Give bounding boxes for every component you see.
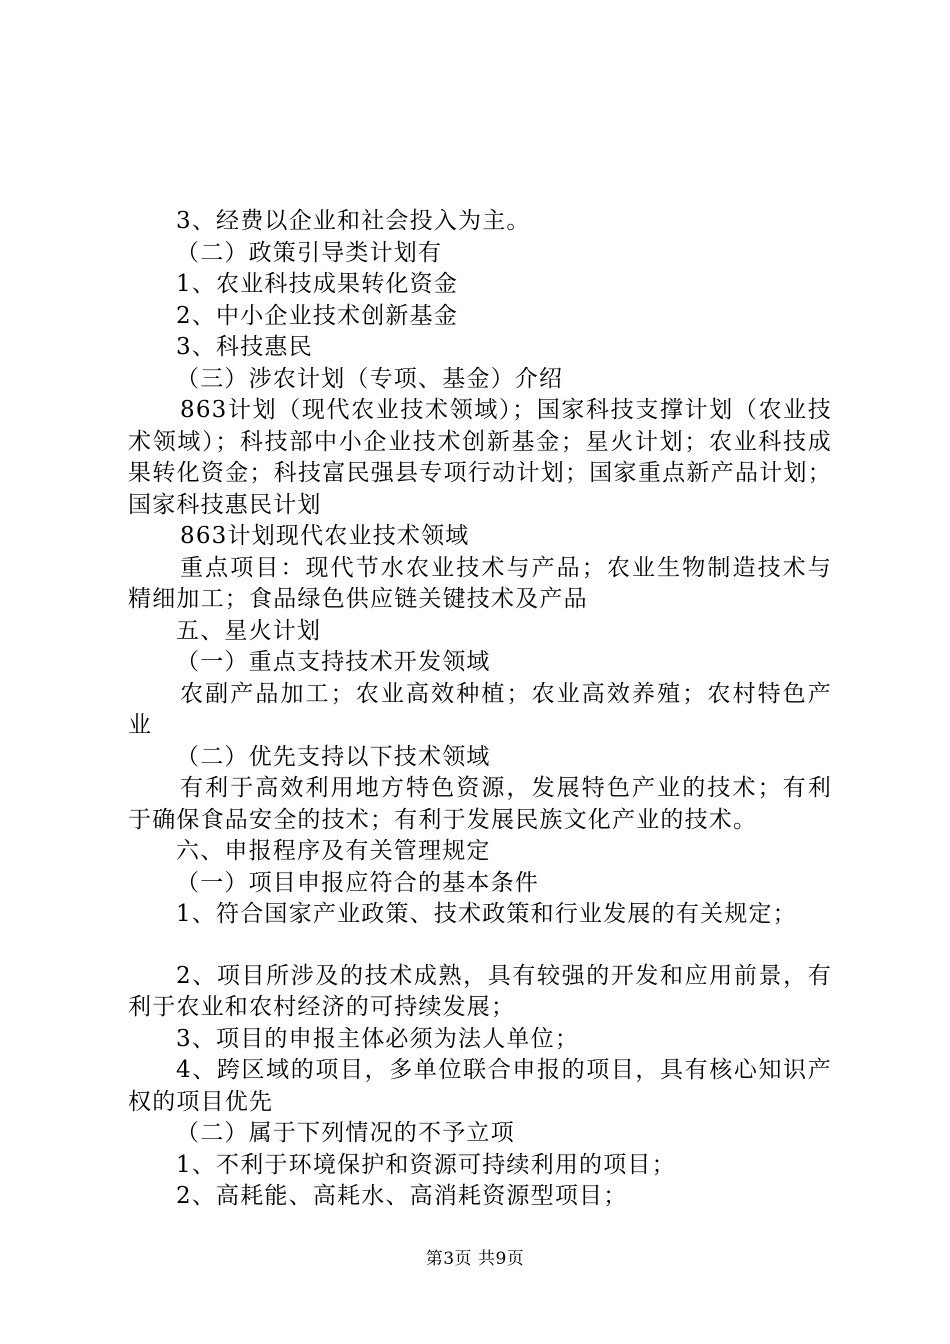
heading-application-rules: 六、申报程序及有关管理规定	[176, 838, 491, 864]
list-item-condition-1: 1、符合国家产业政策、技术政策和行业发展的有关规定；	[176, 901, 797, 927]
paragraph-863-plan: 863计划现代农业技术领域	[180, 523, 470, 549]
heading-agri-plans: （三）涉农计划（专项、基金）介绍	[176, 365, 564, 392]
list-item-achievement-fund: 1、农业科技成果转化资金	[176, 271, 459, 297]
paragraph-key-projects: 重点项目：现代节水农业技术与产品；农业生物制造技术与精细加工；食品绿色供应链关键技术及产品	[128, 554, 832, 612]
paragraph-plan-list: 863计划（现代农业技术领域）；国家科技支撑计划（农业技术领域）；科技部中小企业技术创新基金；星火计划；农业科技成果转化资金；科技富民强县专项行动计划；国家重点新产品计划；国家科技惠民计划	[128, 397, 832, 518]
page-footer: 第3页 共9页	[425, 1249, 525, 1269]
paragraph-key-support-areas: 农副产品加工；农业高效种植；农业高效养殖；农村特色产业	[128, 680, 832, 738]
list-item-innovation-fund: 2、中小企业技术创新基金	[176, 302, 459, 329]
list-item-condition-2: 2、项目所涉及的技术成熟，具有较强的开发和应用前景，有利于农业和农村经济的可持续发展；	[128, 962, 832, 1020]
list-item-exclusion-2: 2、高耗能、高耗水、高消耗资源型项目；	[176, 1183, 628, 1209]
heading-not-approved: （二）属于下列情况的不予立项	[176, 1120, 515, 1146]
heading-priority-support: （二）优先支持以下技术领域	[176, 743, 491, 770]
list-item-tech-benefit: 3、科技惠民	[176, 334, 313, 360]
list-item-condition-3: 3、项目的申报主体必须为法人单位；	[176, 1025, 580, 1052]
heading-spark-plan: 五、星火计划	[176, 617, 322, 644]
heading-key-support: （一）重点支持技术开发领域	[176, 649, 491, 675]
list-item-condition-4: 4、跨区域的项目，多单位联合申报的项目，具有核心知识产权的项目优先	[128, 1057, 832, 1115]
blank-line	[128, 931, 832, 961]
paragraph-priority-areas: 有利于高效利用地方特色资源，发展特色产业的技术；有利于确保食品安全的技术；有利于发展民族文化产业的技术。	[128, 775, 832, 833]
document-body	[128, 206, 832, 1213]
paragraph-funding: 3、经费以企业和社会投入为主。	[176, 208, 531, 234]
heading-policy-plans: （二）政策引导类计划有	[176, 239, 443, 266]
list-item-exclusion-1: 1、不利于环境保护和资源可持续利用的项目；	[176, 1151, 676, 1178]
heading-basic-conditions: （一）项目申报应符合的基本条件	[176, 869, 539, 896]
